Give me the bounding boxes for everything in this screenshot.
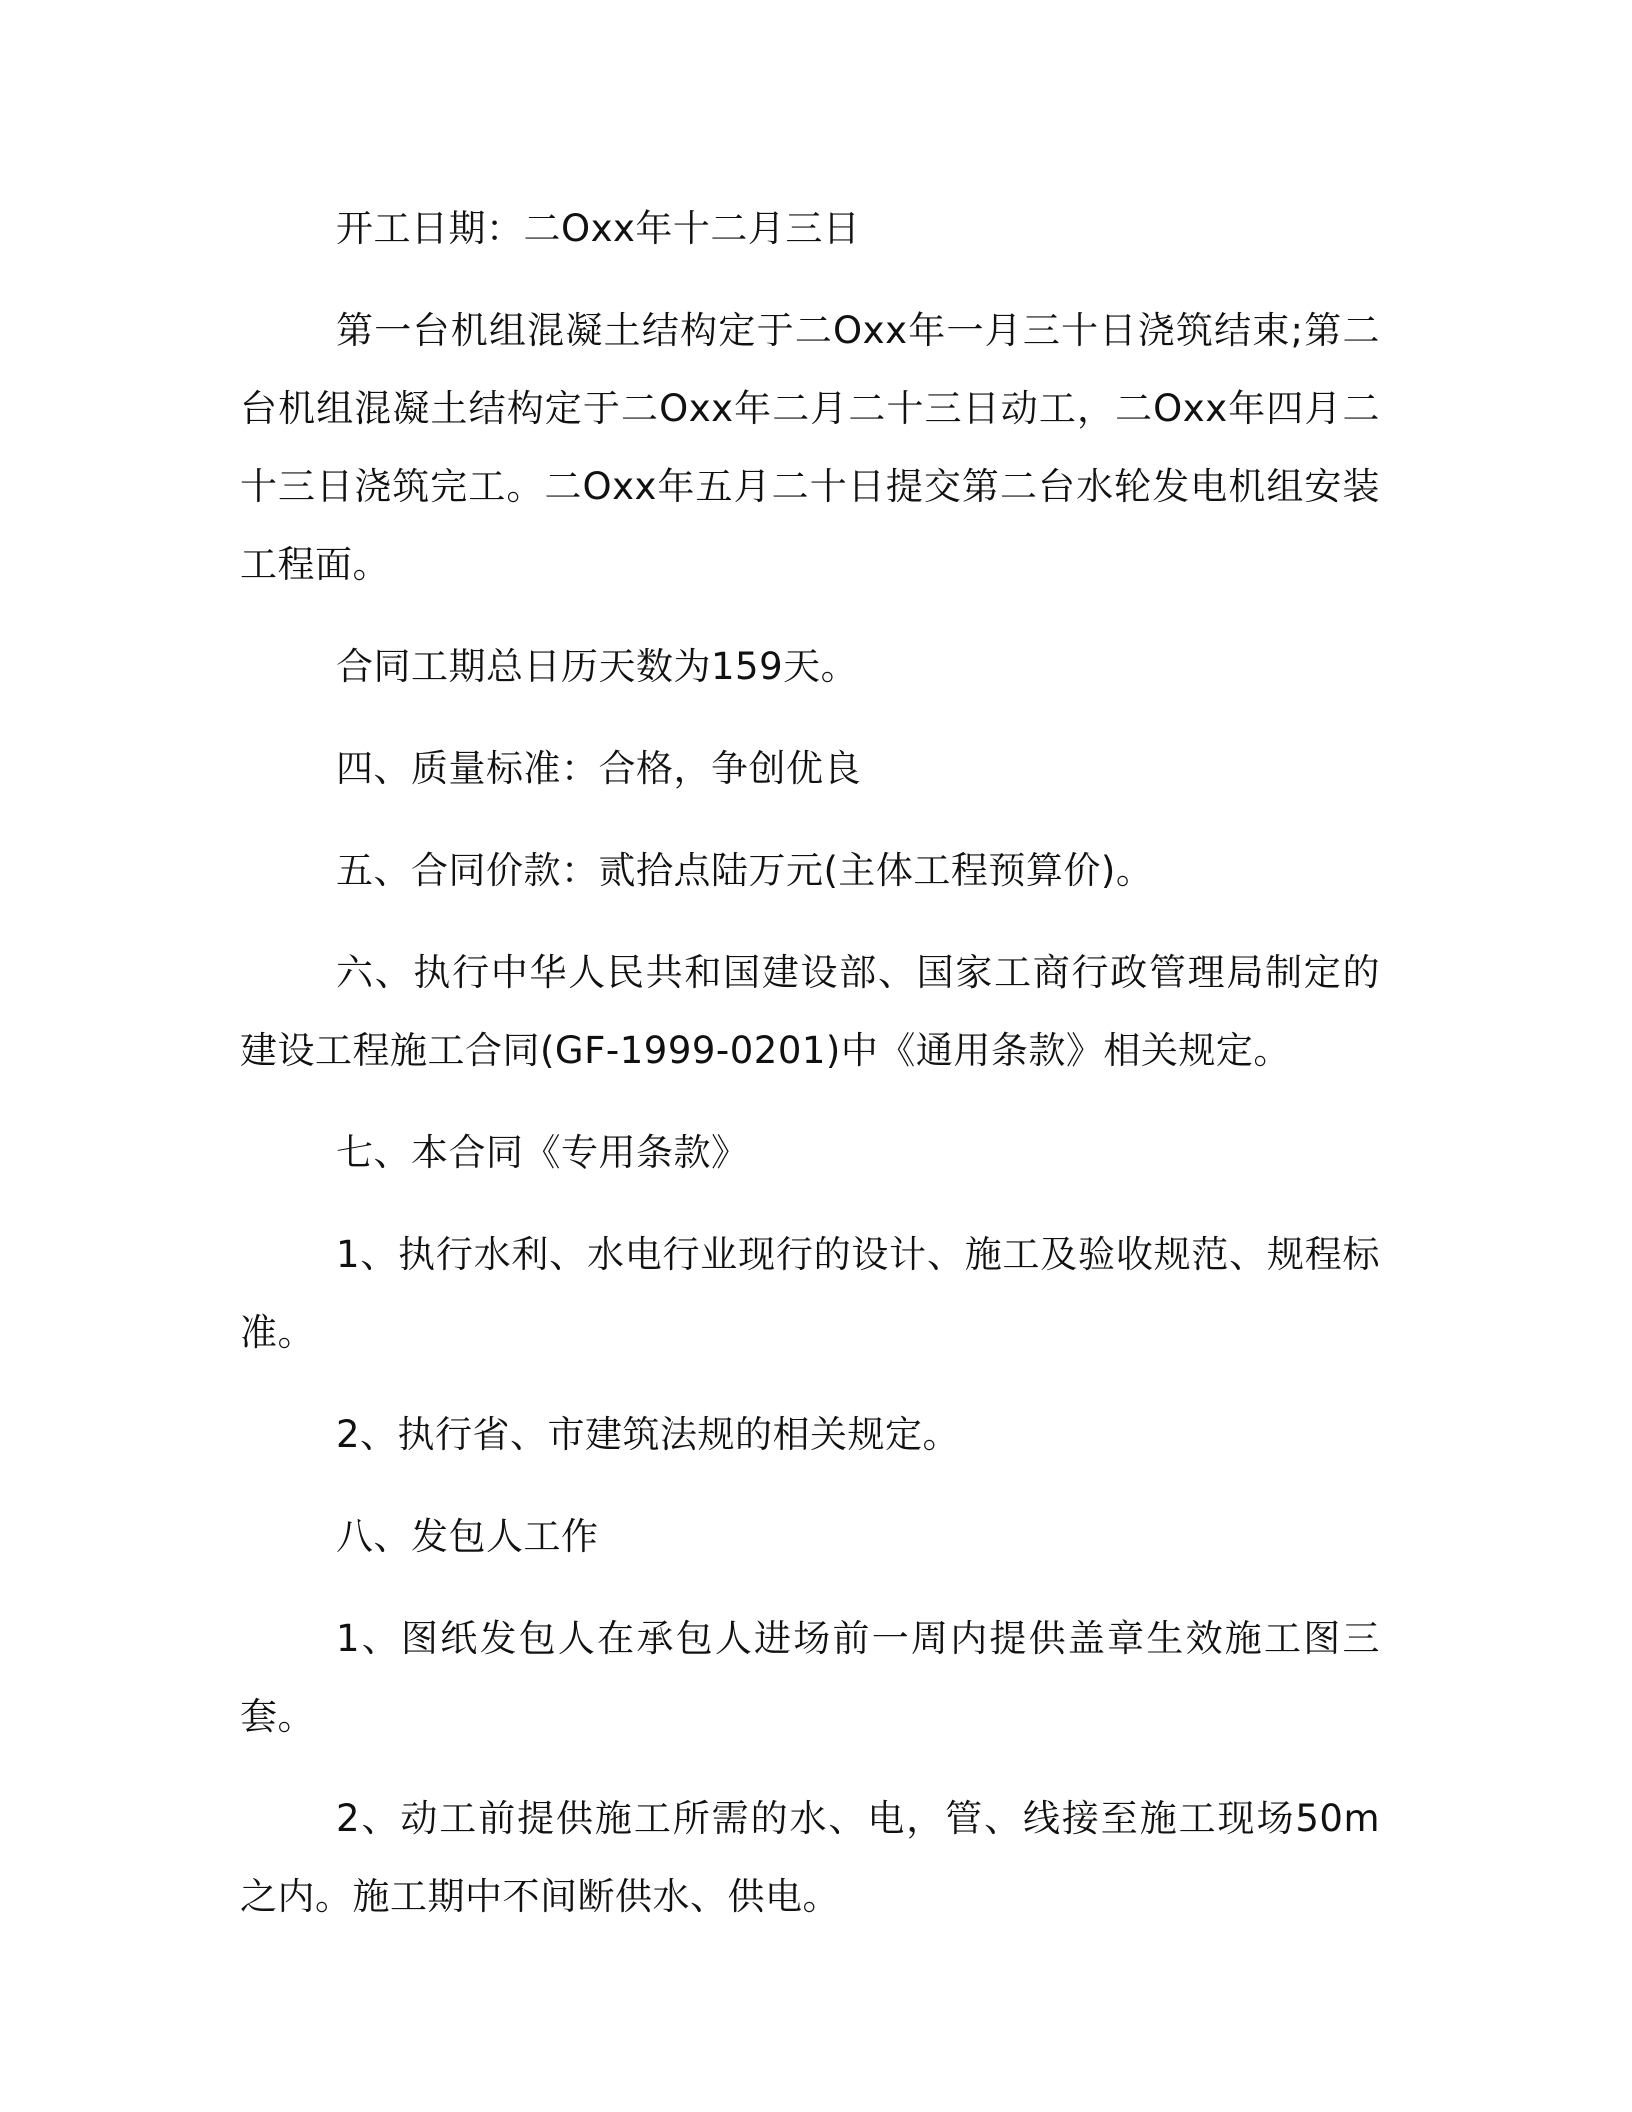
paragraph-employer-work-1: 1、图纸发包人在承包人进场前一周内提供盖章生效施工图三套。 (240, 1617, 1380, 1738)
paragraph-concrete-schedule: 第一台机组混凝土结构定于二Oxx年一月三十日浇筑结束;第二台机组混凝土结构定于二Oxx年二月二十三日动工，二Oxx年四月二十三日浇筑完工。二Oxx年五月二十日提交第二台水轮发电机组安装工程面。 (240, 309, 1380, 586)
paragraph-contract-price: 五、合同价款：贰拾点陆万元(主体工程预算价)。 (336, 849, 1154, 892)
document-page (240, 190, 1380, 1936)
paragraph-employer-work-heading: 八、发包人工作 (336, 1515, 599, 1558)
paragraph-quality-standard: 四、质量标准：合格，争创优良 (336, 747, 861, 790)
paragraph-general-terms: 六、执行中华人民共和国建设部、国家工商行政管理局制定的建设工程施工合同(GF-1999-0201)中《通用条款》相关规定。 (240, 951, 1380, 1072)
paragraph-employer-work-2: 2、动工前提供施工所需的水、电，管、线接至施工现场50m之内。施工期中不间断供水、供电。 (240, 1797, 1380, 1918)
paragraph-special-terms-heading: 七、本合同《专用条款》 (336, 1131, 749, 1174)
paragraph-special-term-2: 2、执行省、市建筑法规的相关规定。 (336, 1413, 961, 1456)
paragraph-start-date: 开工日期：二Oxx年十二月三日 (336, 207, 861, 250)
paragraph-special-term-1: 1、执行水利、水电行业现行的设计、施工及验收规范、规程标准。 (240, 1233, 1380, 1354)
paragraph-total-days: 合同工期总日历天数为159天。 (336, 645, 859, 688)
